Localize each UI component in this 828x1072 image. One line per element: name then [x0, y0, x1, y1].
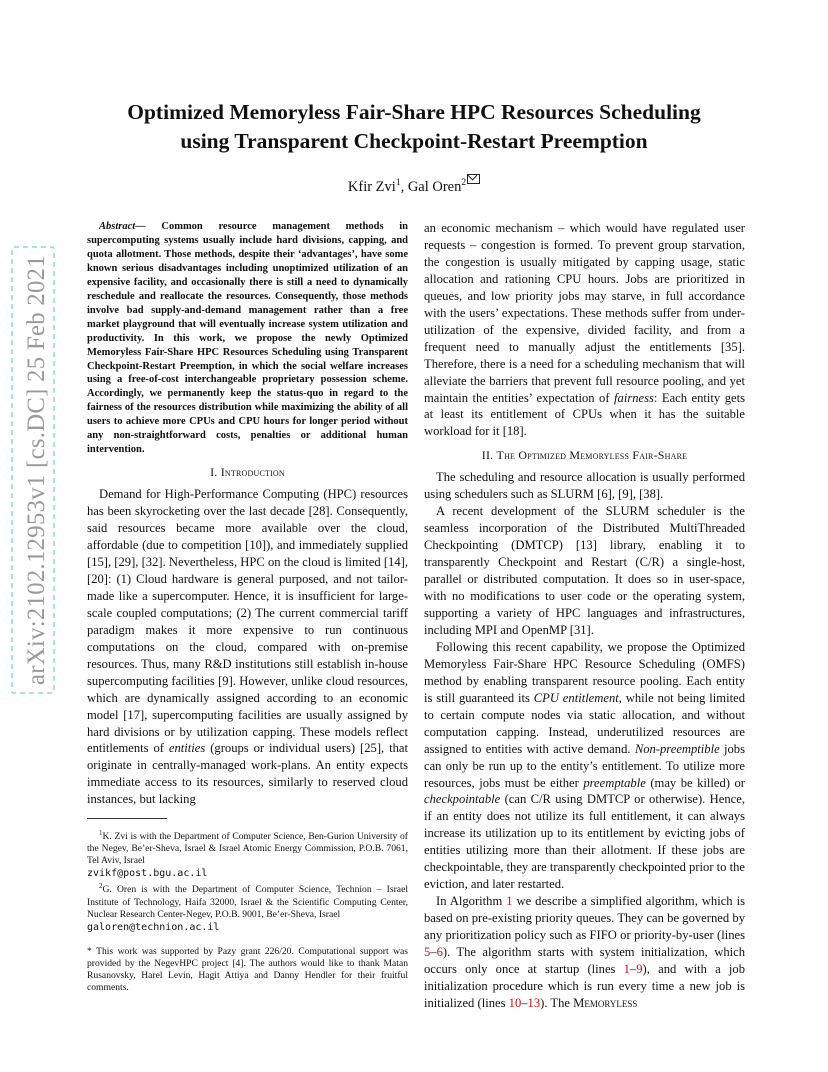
footnote-rule	[87, 818, 167, 819]
right-p4-text-c: ). The algorithm starts with system initialization, which occurs only once at startup (lines	[424, 945, 745, 976]
right-p4-text-b: we describe a simplified algorithm, which is based on pre-existing priority queues. They can be governed by any prioritization policy such as FIFO or priority-by-user (lines	[424, 894, 745, 943]
intro-text-b: (groups or individual users) [25], that originate in centrally-managed work-plans. An entity expects immediate access to its resources, similarly to reserved cloud instances, but lacking	[87, 741, 408, 807]
right-p4-text-a: In Algorithm	[436, 894, 507, 909]
section-title: The Optimized Memoryless Fair-Share	[496, 448, 688, 463]
right-paragraph-4	[424, 893, 745, 1012]
footnote-2	[87, 880, 408, 920]
footnote-2-marker: 2	[99, 882, 103, 891]
section-number: I.	[210, 465, 221, 480]
right-p3-text-e: (can C/R using DMTCP or otherwise). Hence, if an entity does not utilize its full entitlement, it can always increase its utilization up to its entitlement by evicting jobs of entities utilizing more than their allotment. If these jobs are checkpointable, they are transparently checkpointed prior to the eviction, and later restarted.	[424, 792, 746, 892]
author-1: Kfir Zvi	[347, 179, 396, 195]
range-dash: –	[521, 995, 528, 1010]
abstract-text: Common resource management methods in supercomputing systems usually include hard divisions, capping, and quota allotment. Those methods, despite their ‘advantages’, have some known serious disadvantages including unoptimized utilization of an expensive facility, and occasionally there is still a need to dynamically reschedule and reallocate the resources. Consequently, those methods involve bad supply-and-demand management rather than a free market playground that will eventually increase system utilization and productivity. In this work, we propose the newly Optimized Memoryless Fair-Share HPC Resources Scheduling using Transparent Checkpoint-Restart Preemption, in which the social welfare increases using a free-of-cost interchangeable proprietary possession scheme. Accordingly, we permanently keep the status-quo in regard to the fairness of the resources distribution while maximizing the ability of all users to achieve more CPUs and CPU hours for longer period without any non-straightforward costs, penalties or additional human intervention.	[87, 221, 409, 456]
algorithm-1-link[interactable]: 1	[506, 894, 513, 909]
section-number: II.	[481, 448, 497, 463]
arxiv-stamp	[8, 245, 58, 695]
footnote-2-email: galoren@technion.ac.il	[87, 921, 220, 933]
right-p4-text-e: ). The	[540, 995, 574, 1010]
footnote-1-marker: 1	[99, 829, 103, 838]
line-9-link[interactable]: 9	[636, 961, 643, 976]
right-p0-text-b: : Each entity gets at least its entitlement of CPUs when it has the suitable workload for it [18].	[424, 390, 745, 439]
line-1-link[interactable]: 1	[623, 961, 630, 976]
abstract	[87, 220, 408, 457]
intro-paragraph-1	[87, 486, 408, 808]
right-column	[424, 220, 745, 1012]
paper-title-line-1: Optimized Memoryless Fair-Share HPC Resources Scheduling	[127, 100, 701, 124]
author-separator: ,	[400, 179, 408, 195]
right-p4-text-d: ), and with a job initialization procedure which is run every time a new job is initialized (lines	[424, 961, 745, 1010]
line-13-link[interactable]: 13	[527, 995, 541, 1010]
line-5-link[interactable]: 5	[424, 945, 431, 960]
intro-text-a: Demand for High-Performance Computing (HPC) resources has been skyrocketing over the last decade [28]. Consequently, said resources became more available over the cloud, affordable (due to competition [10]), and immediately supplied [15], [29], [32]. Nevertheless, HPC on the cloud is limited [14], [20]: (1) Cloud hardware is general purposed, and not tailor-made like a supercomputer. Hence, it is insufficient for large-scale coupled computations; (2) The current commercial tariff paradigm makes it more expensive to run continuous computations on the cloud, compared with on-premise resources. Thus, many R&D institutions still establish in-house supercomputing facilities [9]. However, unlike cloud resources, which are dynamically assigned according to an economic model [17], supercomputing facilities are usually assigned by hard divisions or by utilization capping. These models reflect entitlements of	[87, 487, 408, 756]
author-2: Gal Oren	[407, 179, 462, 195]
author-1-affiliation: 1	[395, 178, 401, 189]
right-p4-smallcaps: Memoryless	[573, 995, 638, 1010]
right-p3-text-b: , while not being limited to certain compute nodes via static allocation, and without computation capping. Instead, underutilized resources are assigned to entities with active demand.	[424, 690, 745, 756]
line-10-link[interactable]: 10	[508, 995, 522, 1010]
right-paragraph-3	[424, 639, 745, 893]
right-p3-emphasis-4: checkpointable	[424, 792, 501, 807]
author-2-affiliation: 2	[461, 178, 467, 189]
intro-emphasis: entities	[168, 741, 206, 756]
left-column	[87, 220, 408, 994]
range-dash: –	[430, 945, 437, 960]
arxiv-stamp-text: arXiv:2102.12953v1 [cs.DC] 25 Feb 2021	[23, 250, 50, 685]
right-paragraph-0	[424, 220, 745, 440]
right-p3-text-a: Following this recent capability, we propose the Optimized Memoryless Fair-Share HPC Resource Scheduling (OMFS) method by enabling transparent resource pooling. Each entity is still guaranteed its	[424, 639, 745, 705]
footnote-1	[87, 827, 408, 867]
right-p3-text-c: jobs can only be run up to the entity’s entitlement. To utilize more resources, jobs must be either	[424, 741, 745, 790]
footnote-2-text: G. Oren is with the Department of Computer Science, Technion – Israel Institute of Technology, Haifa 32000, Israel & the Scientific Computing Center, Nuclear Research Center-Negev, P.O.B. 9001, Be’er-Sheva, Israel	[87, 884, 408, 920]
corresponding-author-mail-icon	[467, 174, 480, 184]
right-p3-emphasis-1: CPU entitlement	[533, 690, 619, 705]
paper-title-line-2: using Transparent Checkpoint-Restart Preemption	[180, 129, 648, 153]
footnote-1-email: zvikf@post.bgu.ac.il	[87, 868, 208, 880]
section-title: Introduction	[220, 465, 285, 480]
author-list	[60, 174, 768, 196]
abstract-label: Abstract	[99, 221, 136, 232]
abstract-dash: —	[135, 221, 162, 232]
right-p3-emphasis-2: Non-preemptible	[634, 741, 720, 756]
right-p0-emphasis: fairness	[614, 390, 654, 405]
paper-title	[60, 98, 768, 156]
support-note: * This work was supported by Pazy grant 226/20. Computational support was provided by the NegevHPC project [4]. The authors would like to thank Matan Rusanovsky, Harel Levin, Hagit Attiya and Danny Hendler for their fruitful comments.	[87, 945, 408, 993]
right-paragraph-2: A recent development of the SLURM scheduler is the seamless incorporation of the Distributed MultiThreaded Checkpointing (DMTCP) [13] library, enabling it to transparently Checkpoint and Restart (C/R) a single-host, parallel or distributed computation. It does so in user-space, with no modifications to user code or the operating system, supporting a variety of HPC languages and infrastructures, including MPI and OpenMP [31].	[424, 504, 745, 637]
footnote-1-text: K. Zvi is with the Department of Computer Science, Ben-Gurion University of the Negev, Be’er-Sheva, Israel & Israel Atomic Energy Commission, P.O.B. 7061, Tel Aviv, Israel	[87, 831, 408, 867]
right-p3-text-d: (may be killed) or	[645, 775, 745, 790]
right-paragraph-1: The scheduling and resource allocation is usually performed using schedulers such as SLURM [6], [9], [38].	[424, 470, 745, 502]
section-heading-introduction	[87, 464, 408, 481]
right-p0-text-a: an economic mechanism – which would have regulated user requests – congestion is formed. To prevent group starvation, the congestion is usually mitigated by capping usage, static allocation and rationing CPU hours. Jobs are prioritized in queues, and low priority jobs may starve, in full accordance with the users’ expectations. These methods suffer from under-utilization of the expensive, divided facility, and from a frequent need to manually adjust the entitlements [35]. Therefore, there is a need for a scheduling mechanism that will alleviate the barriers that prevent full resource pooling, and yet maintain the entities’ expectation of	[424, 221, 745, 405]
section-heading-omfs	[424, 447, 745, 464]
line-6-link[interactable]: 6	[436, 945, 443, 960]
right-p3-emphasis-3: preemptable	[583, 775, 646, 790]
range-dash: –	[629, 961, 637, 976]
